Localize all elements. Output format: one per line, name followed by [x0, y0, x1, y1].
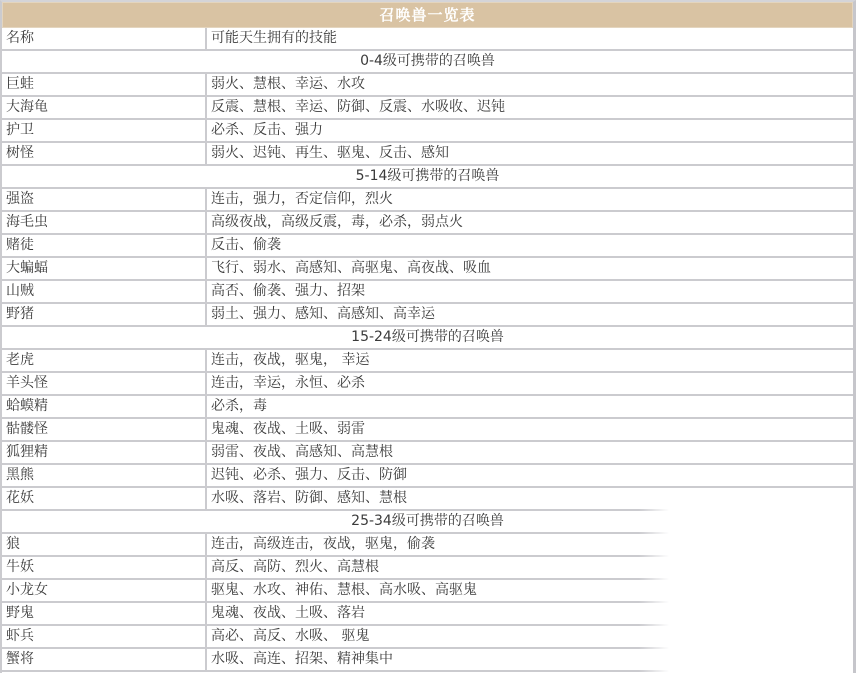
table-row: [2, 419, 853, 442]
beast-name-cell: 小龙女: [2, 580, 207, 601]
beast-skills-cell: 高级夜战，高级反震，毒，必杀，弱点火: [211, 214, 463, 230]
table-row: [2, 373, 853, 396]
beast-skills-cell: 飞行、弱水、高感知、高驱鬼、高夜战、吸血: [211, 260, 491, 276]
beast-name-cell: 大蝙蝠: [2, 258, 207, 279]
table-row: [2, 212, 853, 235]
beast-skills-cell: 高必、高反、水吸、 驱鬼: [211, 628, 370, 644]
beast-name-cell: 巨蛙: [2, 74, 207, 95]
section-header-row: 5-14级可携带的召唤兽: [2, 166, 853, 189]
beast-name-cell: 狼: [2, 534, 207, 555]
beast-name-cell: 树怪: [2, 143, 207, 164]
beast-name-cell: 强盗: [2, 189, 207, 210]
table-row: [2, 258, 853, 281]
table-row: [2, 442, 853, 465]
beast-name-cell: 蟹将: [2, 649, 207, 670]
table-body: [2, 51, 853, 672]
beast-name-cell: 大海龟: [2, 97, 207, 118]
table-title: 召唤兽一览表: [2, 2, 853, 28]
beast-name-cell: 蛤蟆精: [2, 396, 207, 417]
table-row: [2, 626, 853, 649]
table-row: [2, 396, 853, 419]
table-row: [2, 557, 853, 580]
beast-name-cell: 虾兵: [2, 626, 207, 647]
beast-skills-cell: 连击，幸运，永恒、必杀: [211, 375, 365, 391]
table-row: [2, 235, 853, 258]
beast-name-cell: 赌徒: [2, 235, 207, 256]
table-row: [2, 534, 853, 557]
beast-name-cell: 护卫: [2, 120, 207, 141]
beast-skills-cell: 连击，高级连击，夜战，驱鬼，偷袭: [211, 536, 435, 552]
table-row: [2, 580, 853, 603]
beast-skills-cell: 水吸、高连、招架、精神集中: [211, 651, 393, 667]
beast-name-cell: 海毛虫: [2, 212, 207, 233]
table-row: [2, 189, 853, 212]
section-header-row: 25-34级可携带的召唤兽: [2, 511, 853, 534]
column-header-skills: 可能天生拥有的技能: [211, 30, 337, 46]
beast-skills-cell: 水吸、落岩、防御、感知、慧根: [211, 490, 407, 506]
beast-skills-cell: 高反、高防、烈火、高慧根: [211, 559, 379, 575]
table-row: [2, 120, 853, 143]
beast-skills-cell: 驱鬼、水攻、神佑、慧根、高水吸、高驱鬼: [211, 582, 477, 598]
table-row: [2, 350, 853, 373]
beast-skills-cell: 必杀，毒: [211, 398, 267, 414]
beast-skills-cell: 连击，强力，否定信仰，烈火: [211, 191, 393, 207]
beast-name-cell: 野鬼: [2, 603, 207, 624]
beast-skills-cell: 鬼魂、夜战、土吸、弱雷: [211, 421, 365, 437]
beast-skills-cell: 高否、偷袭、强力、招架: [211, 283, 365, 299]
table-row: [2, 304, 853, 327]
beast-name-cell: 羊头怪: [2, 373, 207, 394]
beast-name-cell: 狐狸精: [2, 442, 207, 463]
beast-name-cell: 野猪: [2, 304, 207, 325]
beast-skills-cell: 弱火、慧根、幸运、水攻: [211, 76, 365, 92]
beast-name-cell: 黑熊: [2, 465, 207, 486]
section-header-row: 15-24级可携带的召唤兽: [2, 327, 853, 350]
section-header-row: 0-4级可携带的召唤兽: [2, 51, 853, 74]
beast-skills-cell: 鬼魂、夜战、土吸、落岩: [211, 605, 365, 621]
beast-skills-cell: 反击、偷袭: [211, 237, 281, 253]
table-row: [2, 488, 853, 511]
table-row: [2, 649, 853, 672]
table-row: [2, 465, 853, 488]
table-row: [2, 97, 853, 120]
beast-name-cell: 山贼: [2, 281, 207, 302]
column-header-row: [2, 28, 853, 51]
beast-skills-cell: 连击，夜战，驱鬼， 幸运: [211, 352, 370, 368]
table-row: [2, 74, 853, 97]
beast-name-cell: 花妖: [2, 488, 207, 509]
beast-skills-cell: 弱雷、夜战、高感知、高慧根: [211, 444, 393, 460]
table-row: [2, 603, 853, 626]
beast-skills-cell: 反震、慧根、幸运、防御、反震、水吸收、迟钝: [211, 99, 505, 115]
table-row: [2, 281, 853, 304]
beast-skills-cell: 必杀、反击、强力: [211, 122, 323, 138]
table-row: [2, 143, 853, 166]
beast-skills-cell: 迟钝、必杀、强力、反击、防御: [211, 467, 407, 483]
beast-skills-cell: 弱火、迟钝、再生、驱鬼、反击、感知: [211, 145, 449, 161]
beast-name-cell: 老虎: [2, 350, 207, 371]
beast-skills-cell: 弱土、强力、感知、高感知、高幸运: [211, 306, 435, 322]
column-header-name: 名称: [2, 28, 207, 49]
beast-name-cell: 牛妖: [2, 557, 207, 578]
beast-name-cell: 骷髅怪: [2, 419, 207, 440]
